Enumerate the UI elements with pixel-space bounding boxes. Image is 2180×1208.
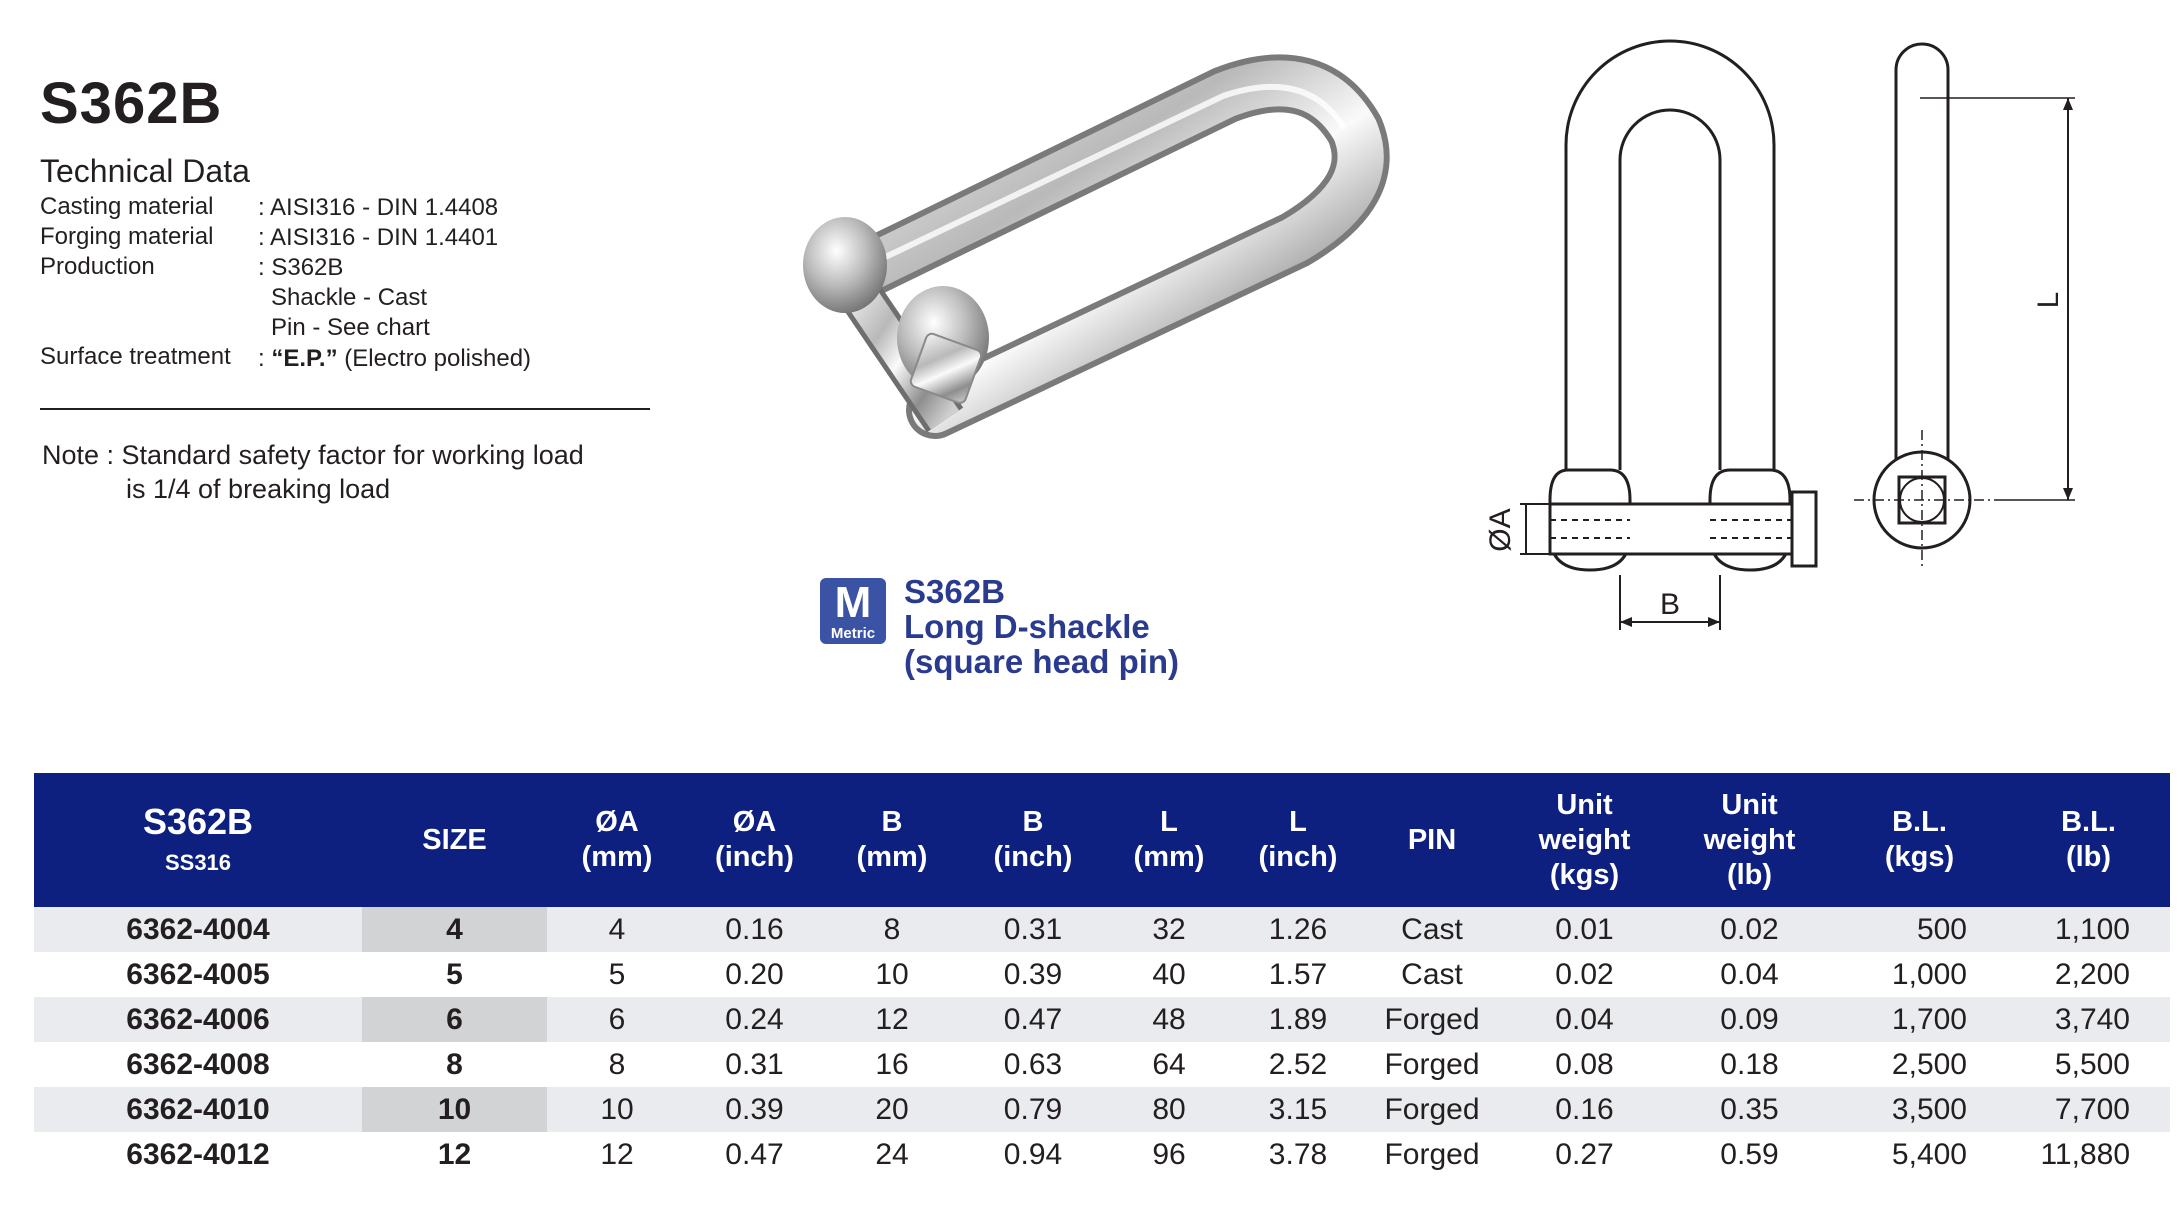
cell-size: 5	[362, 952, 547, 997]
cell-weight-kgs: 0.04	[1502, 997, 1667, 1042]
cell-size: 6	[362, 997, 547, 1042]
cell-weight-lb: 0.04	[1667, 952, 1832, 997]
header-bl-kgs-line1: B.L.	[1892, 806, 1947, 838]
cell-l-mm: 96	[1104, 1132, 1234, 1177]
cell-a-inch: 0.31	[687, 1042, 822, 1087]
spec-value-casting: : AISI316 - DIN 1.4408	[258, 194, 499, 221]
cell-b-mm: 8	[822, 907, 962, 952]
spec-label-surface: Surface treatment	[40, 343, 231, 370]
header-size-label: SIZE	[422, 823, 487, 856]
cell-pin: Cast	[1362, 907, 1502, 952]
header-a-inch	[687, 773, 822, 907]
header-weight-lb-line1: Unit	[1721, 788, 1778, 821]
cell-weight-lb: 0.02	[1667, 907, 1832, 952]
spec-value-surface-prefix: :	[258, 345, 272, 372]
safety-note-line-1: Note : Standard safety factor for working load	[42, 440, 584, 470]
header-a-inch-line1: ØA	[732, 806, 777, 838]
cell-l-mm: 80	[1104, 1087, 1234, 1132]
cell-pin: Cast	[1362, 952, 1502, 997]
cell-l-inch: 1.57	[1234, 952, 1362, 997]
header-a-mm-line1: ØA	[595, 806, 639, 838]
header-bl-lb-line1: B.L.	[2061, 806, 2116, 838]
header-l-inch-line2: (inch)	[1258, 841, 1338, 873]
cell-bl-lb: 11,880	[2007, 1132, 2170, 1177]
spec-value-pin: Pin - See chart	[271, 314, 430, 341]
cell-b-mm: 20	[822, 1087, 962, 1132]
drawing-front-inner	[1620, 110, 1720, 470]
cell-a-mm: 5	[547, 952, 687, 997]
caption-pin-type: (square head pin)	[904, 643, 1180, 680]
table-row	[34, 952, 2170, 997]
cell-size: 8	[362, 1042, 547, 1087]
cell-size: 4	[362, 907, 547, 952]
cell-bl-lb: 1,100	[2007, 907, 2170, 952]
table-header-row	[34, 773, 2170, 907]
cell-b-inch: 0.63	[962, 1042, 1104, 1087]
header-product-code	[34, 773, 362, 907]
header-bl-kgs	[1832, 773, 2007, 907]
drawing-label-l: L	[2032, 291, 2065, 309]
header-product-code-label: S362B	[142, 801, 254, 842]
table-row	[34, 1087, 2170, 1132]
cell-a-mm: 6	[547, 997, 687, 1042]
spec-table	[34, 773, 2170, 1177]
header-l-inch-line1: L	[1289, 806, 1307, 838]
cell-a-mm: 4	[547, 907, 687, 952]
header-material-label: SS316	[164, 850, 232, 875]
cell-pin: Forged	[1362, 1087, 1502, 1132]
cell-weight-lb: 0.35	[1667, 1087, 1832, 1132]
cell-product-code: 6362-4012	[34, 1132, 362, 1177]
spec-label-casting: Casting material	[40, 193, 214, 220]
cell-b-mm: 10	[822, 952, 962, 997]
cell-size: 10	[362, 1087, 547, 1132]
caption-name: Long D-shackle	[904, 608, 1150, 645]
section-divider	[40, 408, 650, 410]
header-bl-lb	[2007, 773, 2170, 907]
metric-badge	[820, 578, 886, 644]
drawing-label-a: ØA	[1484, 508, 1517, 552]
cell-weight-kgs: 0.27	[1502, 1132, 1667, 1177]
drawing-label-b: B	[1659, 588, 1681, 621]
cell-product-code: 6362-4010	[34, 1087, 362, 1132]
header-a-mm-line2: (mm)	[581, 841, 653, 873]
technical-drawing	[1480, 30, 2180, 650]
cell-weight-kgs: 0.01	[1502, 907, 1667, 952]
caption-code: S362B	[904, 573, 1005, 610]
cell-l-mm: 32	[1104, 907, 1234, 952]
metric-badge-letter: M	[834, 578, 872, 627]
cell-b-inch: 0.31	[962, 907, 1104, 952]
cell-bl-lb: 5,500	[2007, 1042, 2170, 1087]
table-row	[34, 1132, 2170, 1177]
header-weight-kgs-line1: Unit	[1556, 788, 1613, 821]
cell-l-inch: 1.89	[1234, 997, 1362, 1042]
cell-product-code: 6362-4005	[34, 952, 362, 997]
cell-a-mm: 10	[547, 1087, 687, 1132]
cell-b-mm: 12	[822, 997, 962, 1042]
cell-b-inch: 0.79	[962, 1087, 1104, 1132]
spec-value-surface	[258, 345, 531, 373]
header-weight-kgs	[1502, 773, 1667, 907]
cell-a-inch: 0.16	[687, 907, 822, 952]
cell-l-inch: 1.26	[1234, 907, 1362, 952]
header-b-mm-line1: B	[881, 806, 903, 838]
spec-label-production: Production	[40, 253, 155, 280]
cell-l-inch: 2.52	[1234, 1042, 1362, 1087]
header-b-inch	[962, 773, 1104, 907]
cell-l-mm: 40	[1104, 952, 1234, 997]
header-l-mm-line1: L	[1160, 806, 1178, 838]
table-row	[34, 1042, 2170, 1087]
cell-weight-kgs: 0.16	[1502, 1087, 1667, 1132]
drawing-side-view	[1896, 44, 1948, 490]
drawing-pin	[1550, 504, 1795, 554]
cell-bl-kgs: 1,000	[1832, 952, 2007, 997]
spec-value-surface-ep: “E.P.”	[271, 345, 338, 372]
drawing-front-outer	[1566, 41, 1774, 470]
metric-badge-text: Metric	[830, 625, 876, 642]
cell-product-code: 6362-4008	[34, 1042, 362, 1087]
cell-b-mm: 16	[822, 1042, 962, 1087]
cell-weight-kgs: 0.08	[1502, 1042, 1667, 1087]
header-bl-kgs-line2: (kgs)	[1884, 841, 1955, 873]
product-title: S362B	[40, 71, 223, 136]
spec-value-shackle: Shackle - Cast	[271, 284, 428, 311]
header-weight-lb	[1667, 773, 1832, 907]
drawing-pin-head	[1792, 492, 1816, 566]
cell-l-mm: 64	[1104, 1042, 1234, 1087]
spec-value-forging: : AISI316 - DIN 1.4401	[258, 224, 499, 251]
header-b-inch-line2: (inch)	[993, 841, 1073, 873]
cell-b-inch: 0.39	[962, 952, 1104, 997]
header-l-mm-line2: (mm)	[1133, 841, 1205, 873]
cell-a-inch: 0.47	[687, 1132, 822, 1177]
header-bl-lb-line2: (lb)	[2065, 841, 2112, 873]
cell-size: 12	[362, 1132, 547, 1177]
cell-bl-kgs: 5,400	[1832, 1132, 2007, 1177]
table-row	[34, 907, 2170, 952]
header-a-mm	[547, 773, 687, 907]
cell-a-inch: 0.24	[687, 997, 822, 1042]
cell-weight-lb: 0.18	[1667, 1042, 1832, 1087]
header-a-inch-line2: (inch)	[715, 841, 794, 873]
cell-b-inch: 0.94	[962, 1132, 1104, 1177]
header-weight-kgs-line2: weight	[1538, 823, 1631, 856]
header-weight-kgs-line3: (kgs)	[1549, 858, 1620, 891]
header-pin-label: PIN	[1407, 823, 1457, 856]
cell-bl-lb: 7,700	[2007, 1087, 2170, 1132]
cell-a-inch: 0.20	[687, 952, 822, 997]
cell-weight-lb: 0.09	[1667, 997, 1832, 1042]
cell-b-mm: 24	[822, 1132, 962, 1177]
spec-label-forging: Forging material	[40, 223, 214, 250]
cell-bl-kgs: 3,500	[1832, 1087, 2007, 1132]
cell-l-inch: 3.78	[1234, 1132, 1362, 1177]
safety-note-line-2: is 1/4 of breaking load	[126, 474, 391, 504]
header-weight-lb-line2: weight	[1703, 823, 1796, 856]
header-size	[362, 773, 547, 907]
cell-a-mm: 12	[547, 1132, 687, 1177]
cell-pin: Forged	[1362, 997, 1502, 1042]
cell-weight-kgs: 0.02	[1502, 952, 1667, 997]
technical-data-heading: Technical Data	[40, 153, 250, 189]
table-body	[34, 907, 2170, 1177]
cell-product-code: 6362-4004	[34, 907, 362, 952]
header-l-inch	[1234, 773, 1362, 907]
cell-l-mm: 48	[1104, 997, 1234, 1042]
table-row	[34, 997, 2170, 1042]
cell-weight-lb: 0.59	[1667, 1132, 1832, 1177]
shackle-photo	[795, 40, 1450, 540]
header-b-mm-line2: (mm)	[856, 841, 928, 873]
cell-bl-lb: 3,740	[2007, 997, 2170, 1042]
header-l-mm	[1104, 773, 1234, 907]
cell-bl-kgs: 1,700	[1832, 997, 2007, 1042]
cell-l-inch: 3.15	[1234, 1087, 1362, 1132]
cell-bl-lb: 2,200	[2007, 952, 2170, 997]
cell-product-code: 6362-4006	[34, 997, 362, 1042]
cell-a-inch: 0.39	[687, 1087, 822, 1132]
header-b-mm	[822, 773, 962, 907]
header-pin	[1362, 773, 1502, 907]
cell-b-inch: 0.47	[962, 997, 1104, 1042]
cell-bl-kgs: 500	[1832, 907, 2007, 952]
cell-a-mm: 8	[547, 1042, 687, 1087]
cell-pin: Forged	[1362, 1042, 1502, 1087]
cell-bl-kgs: 2,500	[1832, 1042, 2007, 1087]
header-b-inch-line1: B	[1022, 806, 1044, 838]
cell-pin: Forged	[1362, 1132, 1502, 1177]
spec-value-surface-rest: (Electro polished)	[337, 345, 532, 372]
spec-value-production: : S362B	[258, 254, 344, 281]
header-weight-lb-line3: (lb)	[1726, 858, 1773, 891]
